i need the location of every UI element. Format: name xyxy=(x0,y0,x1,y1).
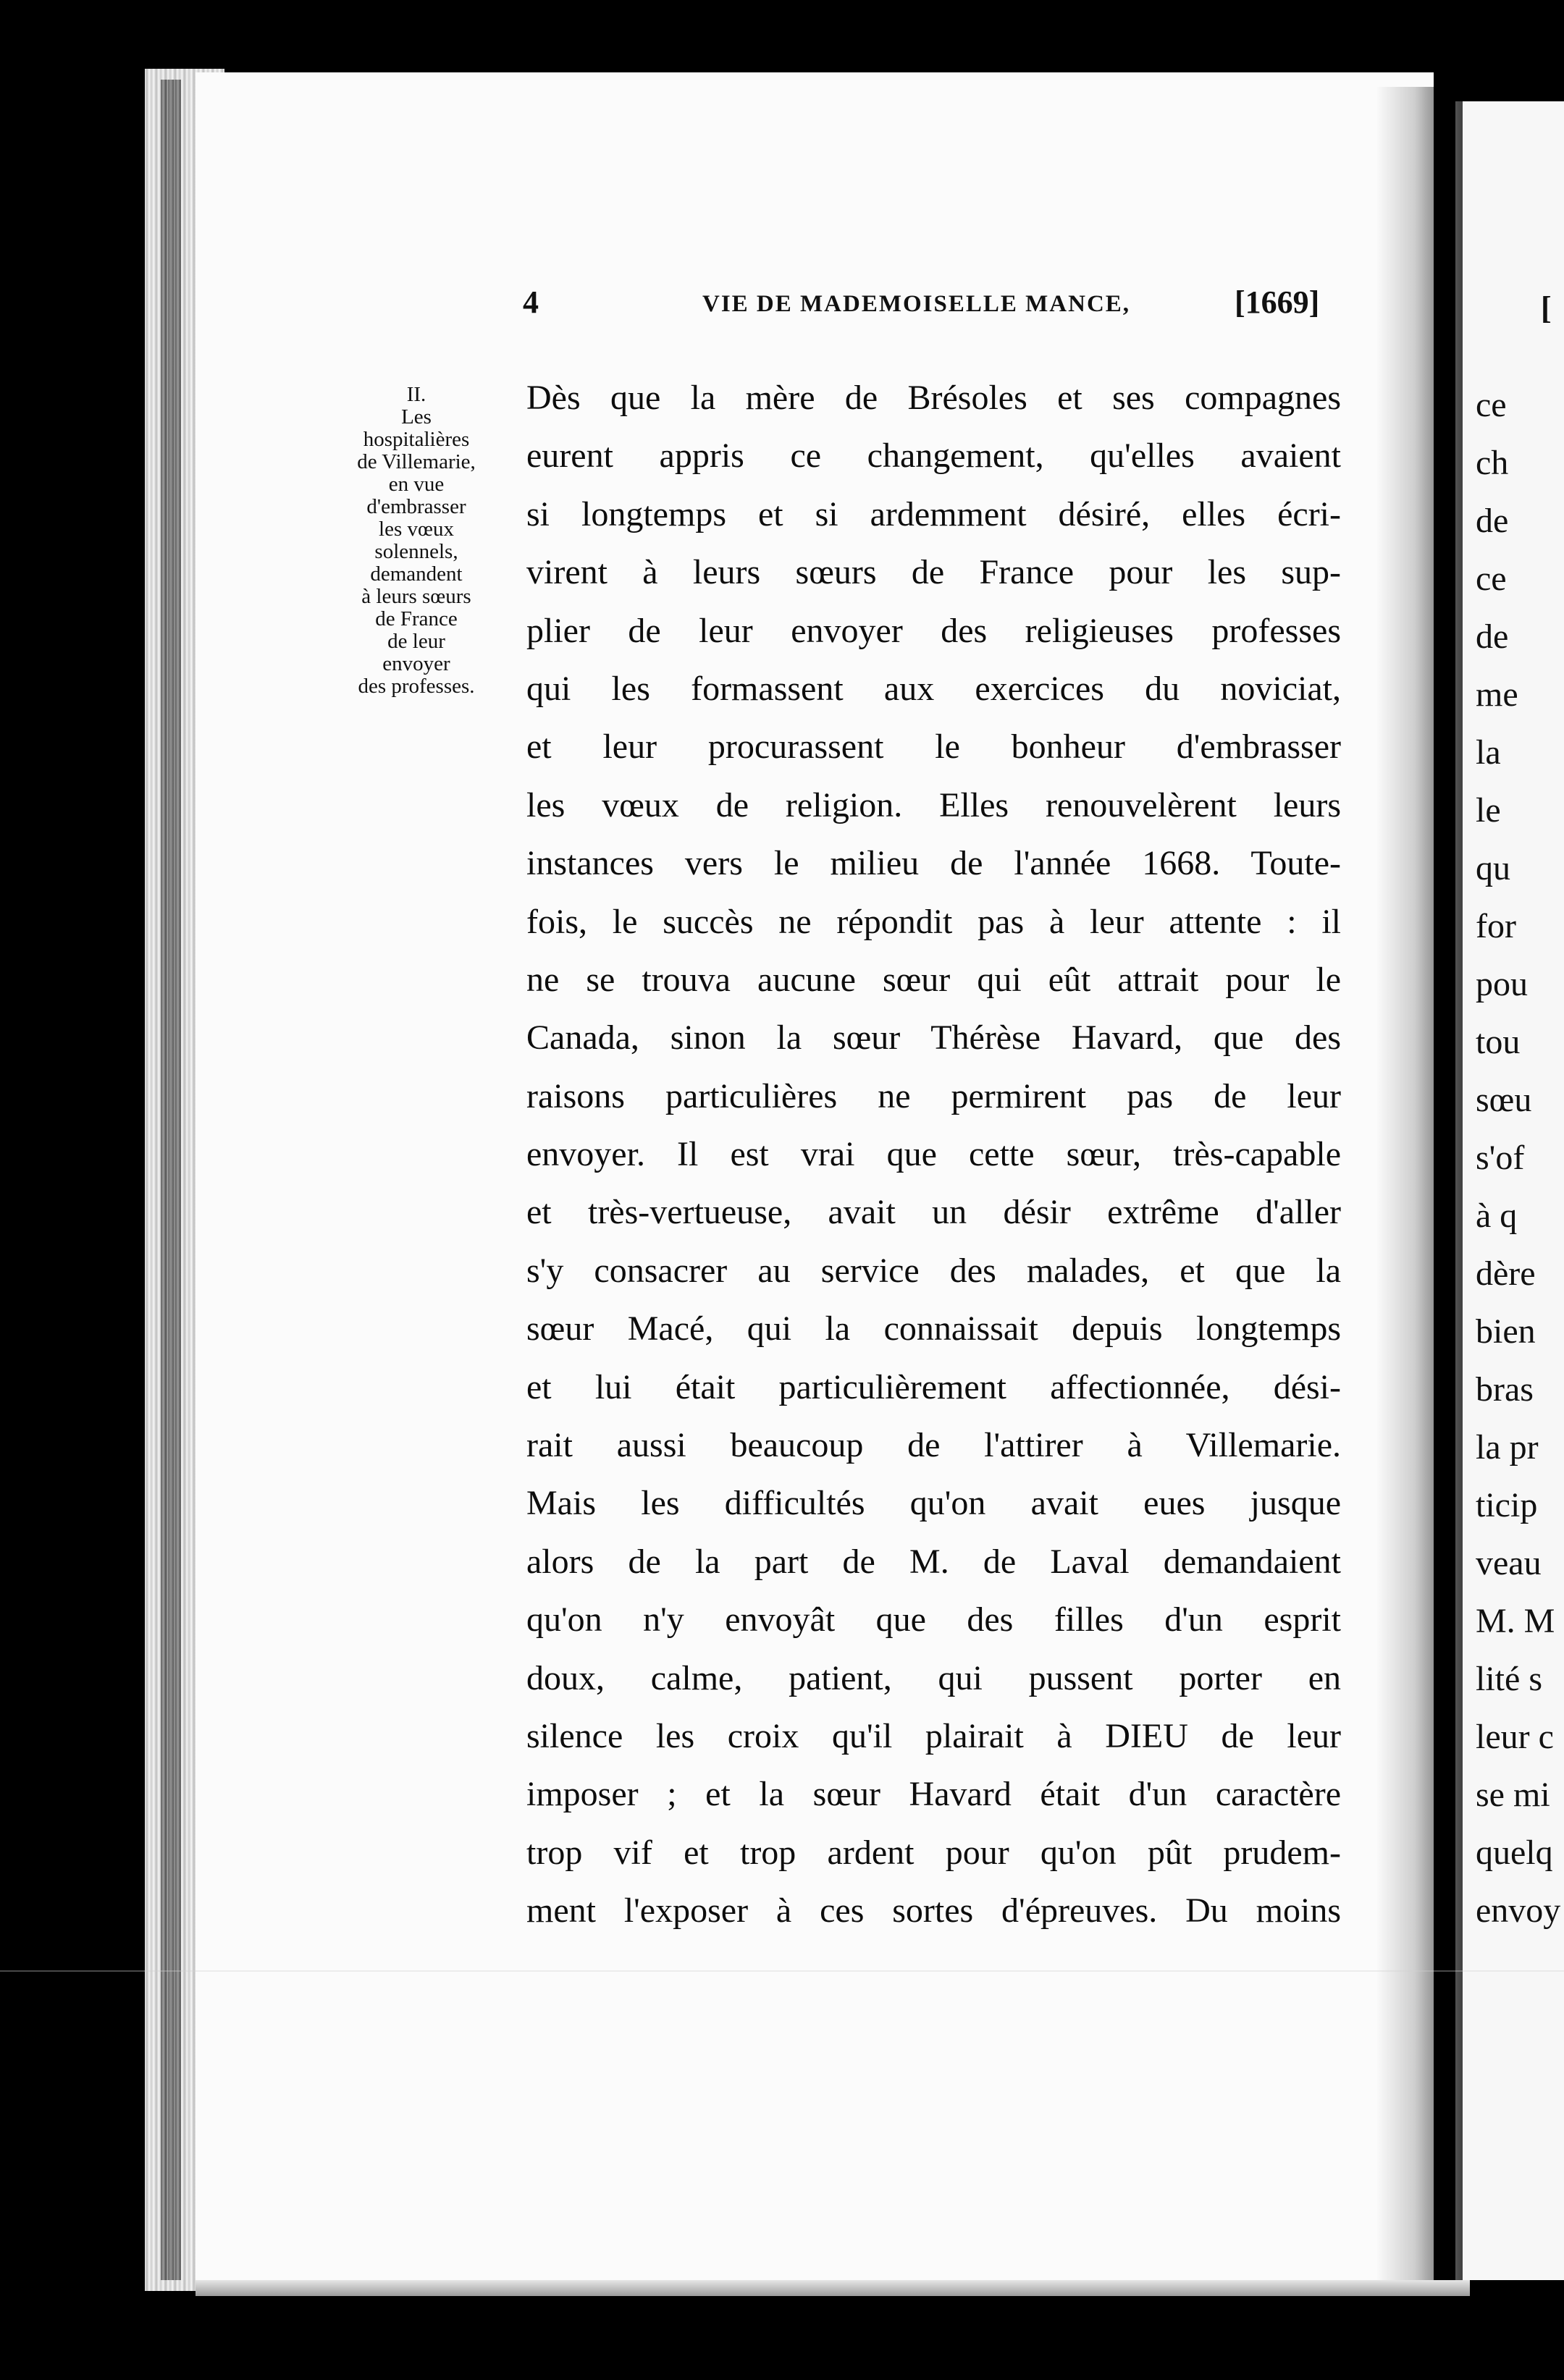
margin-note-line: des professes. xyxy=(358,675,475,699)
right-page-line: bras xyxy=(1476,1370,1534,1409)
text-line: qu'on n'y envoyât que des filles d'un esprit xyxy=(526,1600,1341,1640)
text-line: virent à leurs sœurs de France pour les sup- xyxy=(526,553,1341,592)
text-line: si longtemps et si ardemment désiré, elles écri- xyxy=(526,494,1341,533)
text-line: instances vers le milieu de l'année 1668. Toute- xyxy=(526,844,1341,883)
right-page-line: de xyxy=(1476,617,1509,656)
right-page-line: M. M xyxy=(1476,1602,1555,1640)
right-page-line: dère xyxy=(1476,1254,1536,1293)
margin-note-line: demandent xyxy=(370,562,463,586)
right-page-line: à q xyxy=(1476,1197,1518,1235)
right-page-line: sœu xyxy=(1476,1081,1532,1119)
text-line: eurent appris ce changement, qu'elles avaient xyxy=(526,436,1341,476)
right-page-line: qu xyxy=(1476,849,1510,887)
text-line: Canada, sinon la sœur Thérèse Havard, que des xyxy=(526,1018,1341,1058)
right-page-line: le xyxy=(1476,791,1501,830)
right-page-fragment xyxy=(1476,0,1564,2380)
text-line: ment l'exposer à ces sortes d'épreuves. Du moins xyxy=(526,1891,1341,1930)
right-page-line: ce xyxy=(1476,386,1507,424)
text-line: silence les croix qu'il plairait à DIEU de leur xyxy=(526,1716,1341,1755)
text-line: trop vif et trop ardent pour qu'on pût prudem- xyxy=(526,1833,1341,1872)
right-page-line: ticip xyxy=(1476,1486,1538,1524)
right-page-bracket: [ xyxy=(1541,290,1552,326)
right-page-line: me xyxy=(1476,675,1518,714)
body-paragraph xyxy=(526,369,1341,1941)
right-page-line: s'of xyxy=(1476,1139,1525,1177)
text-line: raisons particulières ne permirent pas de leur xyxy=(526,1076,1341,1115)
margin-note-line: en vue xyxy=(388,473,445,497)
text-line: Dès que la mère de Brésoles et ses compagnes xyxy=(526,379,1341,417)
text-line: qui les formassent aux exercices du noviciat, xyxy=(526,669,1341,708)
right-page-line: for xyxy=(1476,907,1516,945)
running-header xyxy=(0,284,1564,334)
margin-note-line: envoyer xyxy=(382,652,450,676)
margin-note-line: à leurs sœurs xyxy=(361,585,471,609)
text-line: fois, le succès ne répondit pas à leur attente : il xyxy=(526,902,1341,941)
margin-note-line: de France xyxy=(375,607,458,631)
text-line: et très-vertueuse, avait un désir extrême d'aller xyxy=(526,1193,1341,1232)
right-page-line: veau xyxy=(1476,1544,1542,1582)
margin-note-line: de leur xyxy=(387,630,445,654)
right-page-line: leur c xyxy=(1476,1718,1554,1756)
margin-note-line: les vœux xyxy=(379,518,454,541)
right-page-line: ch xyxy=(1476,444,1509,482)
page-number: 4 xyxy=(523,284,539,320)
text-line: plier de leur envoyer des religieuses professes xyxy=(526,611,1341,650)
right-page-line: la xyxy=(1476,733,1501,772)
text-line: alors de la part de M. de Laval demandaient xyxy=(526,1542,1341,1581)
text-line: sœur Macé, qui la connaissait depuis longtemps xyxy=(526,1309,1341,1349)
page-bottom-edge xyxy=(196,2280,1470,2296)
page-stack-shadow xyxy=(161,80,181,2280)
text-line: rait aussi beaucoup de l'attirer à Villemarie. xyxy=(526,1426,1341,1465)
text-line: imposer ; et la sœur Havard était d'un caractère xyxy=(526,1775,1341,1814)
right-page-line: tou xyxy=(1476,1023,1521,1061)
text-line: et leur procurassent le bonheur d'embrasser xyxy=(526,727,1341,767)
margin-note-line: II. xyxy=(406,383,426,406)
text-line: envoyer. Il est vrai que cette sœur, très-capable xyxy=(526,1135,1341,1174)
margin-note-line: d'embrasser xyxy=(366,495,466,519)
right-page-line: la pr xyxy=(1476,1428,1539,1467)
right-page-line: lité s xyxy=(1476,1660,1542,1698)
right-page-line: envoy xyxy=(1476,1891,1561,1930)
text-line: Mais les difficultés qu'on avait eues jusque xyxy=(526,1484,1341,1523)
margin-note-line: solennels, xyxy=(374,540,458,564)
margin-note-line: de Villemarie, xyxy=(357,450,476,474)
text-line: et lui était particulièrement affectionnée, dési- xyxy=(526,1367,1341,1406)
header-year: [1669] xyxy=(1235,284,1320,320)
right-page-line: pou xyxy=(1476,965,1528,1003)
text-line: s'y consacrer au service des malades, et que la xyxy=(526,1251,1341,1290)
text-line: doux, calme, patient, qui pussent porter en xyxy=(526,1658,1341,1697)
text-line: les vœux de religion. Elles renouvelèrent leurs xyxy=(526,785,1341,824)
text-line: ne se trouva aucune sœur qui eût attrait pour le xyxy=(526,960,1341,999)
margin-note-line: Les xyxy=(401,405,432,429)
scan-artifact-line xyxy=(0,1970,1564,1972)
right-page-line: bien xyxy=(1476,1312,1536,1351)
right-page-line: quelq xyxy=(1476,1833,1553,1872)
gutter-shadow xyxy=(1376,87,1463,2287)
margin-note-line: hospitalières xyxy=(363,428,470,452)
running-title: VIE DE MADEMOISELLE MANCE, xyxy=(702,291,1131,317)
right-page-line: de xyxy=(1476,502,1509,540)
marginal-note xyxy=(319,384,514,698)
right-page-line: ce xyxy=(1476,560,1507,598)
right-page-line: se mi xyxy=(1476,1776,1550,1814)
